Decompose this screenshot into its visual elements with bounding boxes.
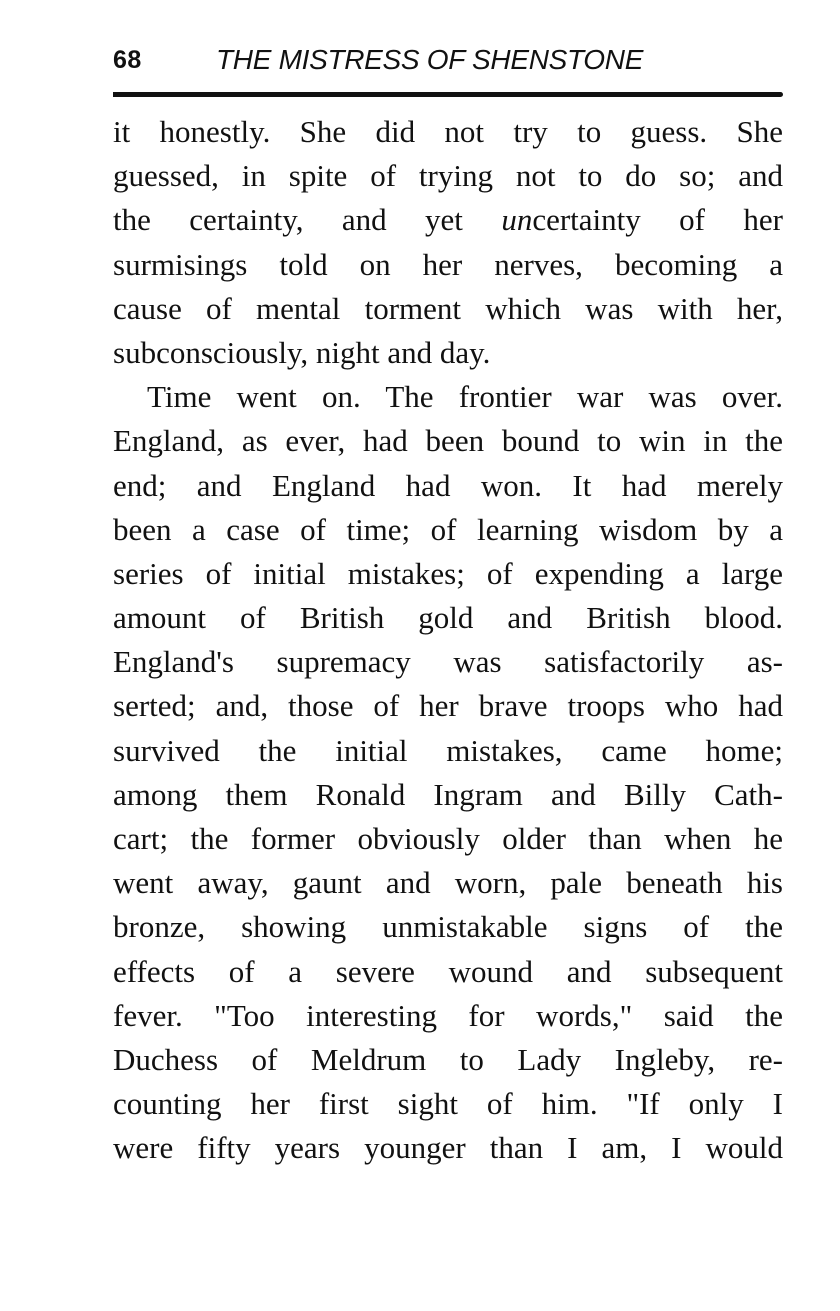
text-line: been a case of time; of learning wisdom by a	[113, 511, 783, 547]
text-line	[113, 198, 783, 242]
text-line: bronze, showing unmistakable signs of the	[113, 909, 783, 945]
italic-emphasis: un	[501, 202, 533, 238]
text-line: effects of a severe wound and subsequent	[113, 953, 783, 989]
text-line: Time went on. The frontier war was over.	[147, 379, 783, 415]
text-line: England's supremacy was satisfactorily as-	[113, 644, 783, 680]
body-text	[113, 110, 783, 1171]
page-number: 68	[113, 46, 142, 74]
paragraph	[113, 110, 783, 375]
text-line: among them Ronald Ingram and Billy Cath-	[113, 776, 783, 812]
text-line: survived the initial mistakes, came home;	[113, 732, 783, 768]
text-line: counting her first sight of him. "If only I	[113, 1086, 783, 1122]
text-line: guessed, in spite of trying not to do so; and	[113, 158, 783, 194]
text-line: it honestly. She did not try to guess. She	[113, 114, 783, 149]
header-rule	[113, 92, 783, 97]
text-fragment: the certainty, and yet	[113, 202, 463, 238]
running-title: THE MISTRESS OF SHENSTONE	[216, 44, 644, 75]
page-header	[113, 40, 783, 84]
text-line: surmisings told on her nerves, becoming a	[113, 246, 783, 282]
text-line: serted; and, those of her brave troops who had	[113, 688, 783, 724]
text-line: end; and England had won. It had merely	[113, 467, 783, 503]
text-line: series of initial mistakes; of expending a large	[113, 555, 783, 591]
paragraph	[113, 375, 783, 1170]
text-line: were fifty years younger than I am, I would	[113, 1130, 783, 1166]
text-line: fever. "Too interesting for words," said the	[113, 997, 783, 1033]
text-line: amount of British gold and British blood.	[113, 600, 783, 636]
text-fragment: certainty of her	[532, 202, 783, 238]
text-line: cart; the former obviously older than when he	[113, 821, 783, 856]
text-line: cause of mental torment which was with her,	[113, 290, 783, 326]
text-line: subconsciously, night and day.	[113, 334, 491, 370]
text-line: England, as ever, had been bound to win in the	[113, 423, 783, 459]
text-line: Duchess of Meldrum to Lady Ingleby, re-	[113, 1041, 783, 1077]
text-line: went away, gaunt and worn, pale beneath his	[113, 865, 783, 901]
